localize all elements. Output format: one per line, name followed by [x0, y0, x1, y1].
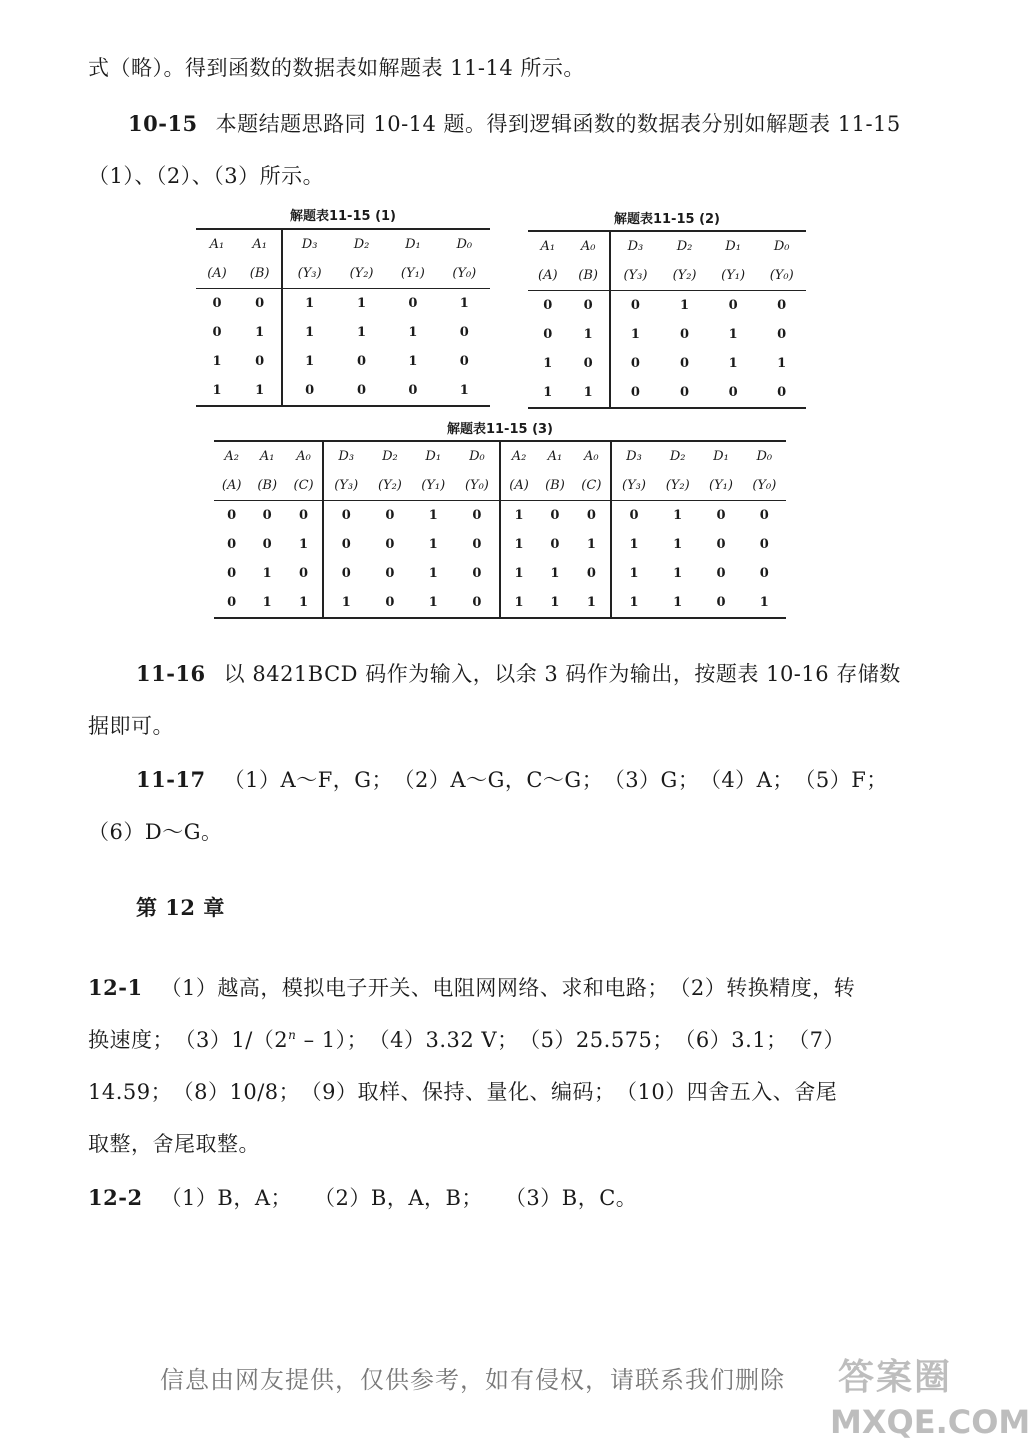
table-data-cell: 0: [610, 378, 661, 408]
table-data-cell: 0: [227, 537, 237, 552]
table1-caption: 解题表11-15 (1): [289, 209, 397, 224]
paragraph-12-1-line3: [88, 1076, 837, 1106]
table-header-cell: (A): [500, 471, 537, 501]
table-header-cell: (Y₃): [610, 261, 661, 291]
table-data-cell: 1: [728, 356, 738, 371]
paragraph-text: （1）越高，模拟电子开关、电阻网网络、求和电路； （2）转换精度，转: [160, 976, 856, 1000]
table-data-cell: 1: [439, 289, 490, 319]
paragraph-12-1-line4: [88, 1128, 260, 1158]
text-line-1: [88, 52, 585, 82]
table-header-cell: D₃: [610, 231, 661, 261]
table-header-cell: A₂: [214, 441, 249, 471]
table-data-cell: 0: [368, 588, 411, 618]
table-header-cell: A₀: [573, 441, 611, 471]
table-data-row: [528, 320, 806, 349]
table-header-cell: D₂: [656, 441, 699, 471]
table-data-cell: 0: [759, 566, 769, 581]
logo-bottom-text: MXQE.COM: [830, 1403, 1030, 1441]
paragraph-12-1: [88, 972, 855, 1002]
problem-number: 10-15: [128, 111, 198, 136]
table-data-cell: 0: [368, 501, 411, 531]
table-data-cell: 0: [759, 537, 769, 552]
table-data-cell: 0: [282, 376, 336, 406]
table-data-cell: 0: [323, 559, 368, 588]
paragraph-10-15: [128, 108, 901, 138]
table-data-cell: 1: [282, 289, 336, 319]
table-data-cell: 0: [238, 289, 282, 319]
table-data-cell: 0: [249, 501, 285, 531]
paragraph-text: – 1）； （4）3.32 V； （5）25.575； （6）3.1； （7）: [296, 1028, 846, 1052]
table-header-cell: D₁: [709, 231, 758, 261]
table-header-row: [528, 261, 806, 291]
table-data-row: [196, 318, 490, 347]
table-data-row: [528, 378, 806, 408]
table-data-cell: 1: [550, 566, 560, 581]
superscript-n: n: [288, 1028, 297, 1042]
table-header-cell: D₁: [699, 441, 742, 471]
logo-top-text: 答案圈: [838, 1357, 953, 1398]
table-data-cell: 1: [500, 559, 537, 588]
problem-number: 12-1: [88, 975, 143, 1000]
table-data-cell: 0: [743, 501, 786, 531]
table-header-cell: D₃: [323, 441, 368, 471]
table-11-15-3: [214, 440, 786, 619]
table-data-cell: 0: [709, 378, 758, 408]
table-header-row: [528, 231, 806, 261]
table-header-row: [196, 229, 490, 259]
table-data-cell: 1: [282, 347, 336, 376]
table-header-cell: (Y₁): [400, 266, 425, 281]
table-header-cell: A₁: [196, 229, 238, 259]
paragraph-10-15-cont: [88, 160, 324, 190]
table-data-cell: 0: [385, 537, 395, 552]
table-data-cell: 1: [611, 559, 656, 588]
table-header-cell: (B): [545, 478, 565, 493]
table-data-cell: 1: [262, 566, 272, 581]
table-11-15-1: [196, 228, 490, 407]
problem-number: 11-16: [136, 661, 206, 686]
line1-text: 式（略）。得到函数的数据表如解题表 11-14 所示。: [88, 56, 585, 80]
table-header-cell: (A): [221, 478, 242, 493]
table-data-cell: 0: [716, 566, 726, 581]
table-data-cell: 0: [459, 325, 469, 340]
table-data-cell: 0: [227, 566, 237, 581]
table-data-cell: 1: [573, 588, 611, 618]
table-header-cell: (Y₂): [349, 266, 374, 281]
table-data-row: [196, 347, 490, 376]
table-data-cell: 0: [472, 566, 482, 581]
paragraph-text: 换速度； （3）1/（2: [88, 1028, 289, 1052]
table-data-row: [196, 289, 490, 319]
table-data-cell: 1: [255, 325, 265, 340]
table-data-cell: 1: [196, 376, 238, 406]
table-data-cell: 0: [543, 327, 553, 342]
table-data-cell: 0: [323, 501, 368, 531]
table-header-cell: (Y₁): [721, 268, 746, 283]
paragraph-text: 据即可。: [88, 714, 174, 738]
table-header-cell: (Y₁): [421, 478, 446, 493]
table-header-cell: (A): [538, 268, 558, 283]
table-data-cell: 0: [537, 501, 573, 531]
table-header-cell: (Y₁): [709, 478, 733, 493]
table-data-cell: 1: [408, 354, 418, 369]
table-header-cell: (Y₀): [464, 478, 489, 493]
footer-disclaimer: 信息由网友提供，仅供参考，如有侵权，请联系我们删除: [160, 1366, 785, 1394]
table-header-cell: D₁: [387, 229, 438, 259]
table-data-cell: 0: [455, 501, 500, 531]
table-header-cell: (Y₀): [752, 478, 777, 493]
table-header-cell: D₂: [368, 441, 411, 471]
table-header-cell: D₃: [611, 441, 656, 471]
paragraph-text: （1）、（2）、（3）所示。: [88, 164, 325, 188]
table-data-cell: 1: [537, 588, 573, 618]
table-header-cell: A₁: [537, 441, 573, 471]
table-header-cell: A₁: [528, 231, 568, 261]
table-data-cell: 0: [568, 291, 610, 321]
table-data-cell: 1: [439, 376, 490, 406]
paragraph-text: 取整，舍尾取整。: [88, 1132, 260, 1156]
table-header-cell: (B): [257, 478, 278, 493]
table-header-cell: (B): [249, 266, 270, 281]
table-header-cell: (Y₀): [452, 266, 477, 281]
table-data-cell: 0: [716, 537, 726, 552]
table-data-cell: 1: [500, 530, 537, 559]
table-header-cell: D₀: [455, 441, 500, 471]
table-data-cell: 1: [656, 501, 699, 531]
paragraph-text: 以 8421BCD 码作为输入，以余 3 码作为输出，按题表 10-16 存储数: [223, 662, 901, 686]
table-data-cell: 1: [656, 588, 699, 618]
table-data-cell: 1: [528, 378, 568, 408]
paragraph-text: （6）D～G。: [88, 820, 223, 844]
table-data-cell: 1: [357, 325, 367, 340]
table-header-cell: (B): [578, 268, 598, 283]
table-data-cell: 0: [255, 354, 265, 369]
table-data-cell: 0: [680, 356, 690, 371]
table-data-cell: 1: [323, 588, 368, 618]
table-header-cell: A₁: [238, 229, 282, 259]
table-header-cell: A₁: [249, 441, 285, 471]
table-header-cell: D₀: [757, 231, 806, 261]
table-data-cell: 0: [777, 327, 787, 342]
table-data-cell: 0: [610, 291, 661, 321]
table-data-cell: 0: [385, 566, 395, 581]
table3-caption: 解题表11-15 (3): [446, 422, 554, 437]
table-data-cell: 0: [214, 588, 249, 618]
table-data-cell: 1: [743, 588, 786, 618]
table-data-cell: 0: [214, 501, 249, 531]
table-data-cell: 1: [428, 537, 438, 552]
table-data-cell: 1: [728, 327, 738, 342]
table-header-cell: (C): [293, 478, 314, 493]
table-data-cell: 0: [299, 566, 309, 581]
table-data-cell: 1: [249, 588, 285, 618]
table-data-cell: 1: [673, 566, 683, 581]
table-data-cell: 0: [336, 376, 387, 406]
table-data-row: [528, 349, 806, 378]
table-header-cell: (Y₂): [665, 478, 690, 493]
table-data-cell: 0: [583, 356, 593, 371]
table-data-cell: 1: [586, 537, 596, 552]
table-data-cell: 1: [428, 566, 438, 581]
table-data-cell: 1: [611, 588, 656, 618]
table-data-cell: 1: [568, 378, 610, 408]
table-data-cell: 0: [285, 501, 323, 531]
table-data-cell: 0: [472, 537, 482, 552]
table-data-cell: 1: [660, 291, 709, 321]
table-11-15-2: [528, 230, 806, 409]
table-data-cell: 0: [660, 378, 709, 408]
table-data-cell: 1: [412, 588, 455, 618]
table-header-cell: A₂: [500, 441, 537, 471]
table-data-cell: 0: [323, 530, 368, 559]
table-data-cell: 0: [387, 376, 438, 406]
table-header-cell: D₀: [439, 229, 490, 259]
table-header-cell: D₁: [412, 441, 455, 471]
table-data-row: [528, 291, 806, 321]
table-header-cell: (A): [207, 266, 227, 281]
table-data-cell: 1: [543, 356, 553, 371]
table-data-row: [214, 588, 786, 618]
table-data-cell: 1: [673, 537, 683, 552]
table-data-cell: 0: [357, 354, 367, 369]
table-header-row: [196, 259, 490, 289]
table-data-cell: 1: [412, 501, 455, 531]
table-data-cell: 0: [680, 327, 690, 342]
paragraph-text: 本题结题思路同 10-14 题。得到逻辑函数的数据表分别如解题表 11-15: [215, 112, 901, 136]
table-header-row: [214, 441, 786, 471]
table-header-cell: (C): [581, 478, 602, 493]
table-data-cell: 1: [500, 501, 537, 531]
table-data-cell: 1: [777, 356, 787, 371]
table-header-cell: D₂: [336, 229, 387, 259]
paragraph-text: （1）B，A； （2）B，A，B； （3）B，C。: [160, 1186, 638, 1210]
paragraph-11-17: [136, 764, 888, 794]
table-data-cell: 1: [336, 289, 387, 319]
table-data-cell: 0: [387, 289, 438, 319]
table-data-cell: 1: [212, 354, 222, 369]
paragraph-text: 14.59； （8）10/8； （9）取样、保持、量化、编码； （10）四舍五入、舍尾: [88, 1080, 838, 1104]
table-data-cell: 0: [455, 588, 500, 618]
table-header-cell: D₃: [282, 229, 336, 259]
table-data-cell: 0: [196, 289, 238, 319]
table-data-cell: 1: [611, 530, 656, 559]
paragraph-11-17-cont: [88, 816, 222, 846]
table-header-cell: (Y₂): [377, 478, 402, 493]
table-data-cell: 0: [757, 378, 806, 408]
table-data-cell: 1: [282, 318, 336, 347]
table-data-cell: 1: [500, 588, 537, 618]
table-data-cell: 0: [573, 501, 611, 531]
problem-number: 12-2: [88, 1185, 143, 1210]
table-header-cell: D₀: [743, 441, 786, 471]
table-header-cell: A₀: [285, 441, 323, 471]
watermark-logo: [830, 1345, 1030, 1445]
paragraph-12-2: [88, 1182, 637, 1212]
table-data-cell: 1: [408, 325, 418, 340]
table-data-cell: 0: [709, 291, 758, 321]
table-data-cell: 1: [238, 376, 282, 406]
table-data-cell: 0: [610, 349, 661, 378]
table-data-cell: 0: [699, 588, 742, 618]
paragraph-12-1-line2: [88, 1024, 845, 1054]
table-data-cell: 0: [586, 566, 596, 581]
table-data-cell: 1: [610, 320, 661, 349]
paragraph-11-16-cont: [88, 710, 174, 740]
table-header-cell: A₀: [568, 231, 610, 261]
paragraph-text: （1）A～F，G； （2）A～G，C～G； （3）G； （4）A； （5）F；: [223, 768, 888, 792]
table-data-cell: 0: [699, 501, 742, 531]
chapter-heading: 第 12 章: [136, 895, 225, 920]
table2-caption: 解题表11-15 (2): [613, 212, 721, 227]
table-header-cell: (Y₀): [769, 268, 794, 283]
table-data-row: [196, 376, 490, 406]
table-header-cell: (Y₃): [282, 259, 336, 289]
table-data-cell: 0: [528, 291, 568, 321]
table-data-row: [214, 530, 786, 559]
table-header-cell: (Y₃): [323, 471, 368, 501]
paragraph-11-16: [136, 658, 901, 688]
problem-number: 11-17: [136, 767, 206, 792]
table-header-cell: (Y₂): [672, 268, 697, 283]
table-data-cell: 0: [212, 325, 222, 340]
table-data-cell: 0: [757, 291, 806, 321]
table-data-cell: 1: [285, 588, 323, 618]
table-data-row: [214, 501, 786, 531]
table-header-row: [214, 471, 786, 501]
table-data-cell: 1: [583, 327, 593, 342]
table-data-cell: 0: [262, 537, 272, 552]
table-data-row: [214, 559, 786, 588]
table-data-cell: 1: [299, 537, 309, 552]
table-header-cell: (Y₃): [611, 471, 656, 501]
table-header-cell: D₂: [660, 231, 709, 261]
table-data-cell: 0: [611, 501, 656, 531]
table-data-cell: 0: [459, 354, 469, 369]
table-data-cell: 0: [550, 537, 560, 552]
